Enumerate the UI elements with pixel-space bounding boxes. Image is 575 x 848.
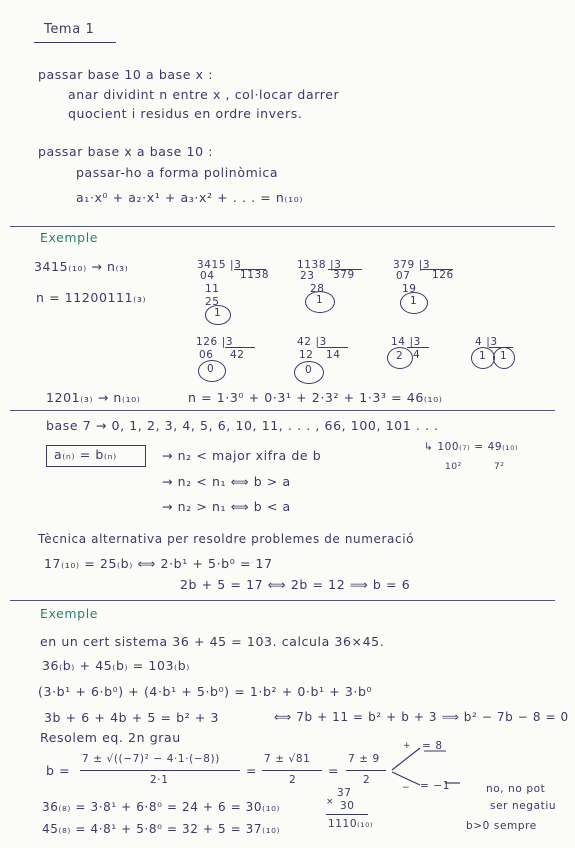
note-power: 10² [445,462,462,472]
fraction-numerator: 7 ± √81 [264,753,311,765]
fraction-denominator: 2·1 [150,774,169,786]
fraction-denominator: 2 [363,774,371,786]
divider [10,600,555,601]
division-remainder: 07 [396,270,411,282]
division-quotient: 4 [413,349,421,361]
division-remainder: 19 [402,283,417,295]
equation-line: Resolem eq. 2n grau [40,730,181,745]
division-quotient: 42 [230,349,245,361]
equation-line: ⟺ 7b + 11 = b² + b + 3 ⟹ b² − 7b − 8 = 0 [274,710,569,724]
circled-remainder: 1 [479,350,487,362]
division-remainder: 12 [299,349,314,361]
division-remainder: 25 [205,296,220,308]
division-remainder: 06 [199,349,214,361]
heading-basex-to-base10: passar base x a base 10 : [38,144,214,159]
multiplication-sign: × [326,797,335,807]
equation-line: (3·b¹ + 6·b⁰) + (4·b¹ + 5·b⁰) = 1·b² + 0·b¹ + 3·b⁰ [38,684,373,699]
annotation: ser negatiu [490,800,557,812]
division-quotient: 379 [333,269,355,281]
problem-statement: en un cert sistema 36 + 45 = 103. calcula 36×45. [40,634,385,649]
division-bar [421,269,453,270]
division-remainder: 28 [310,283,325,295]
division-bar [407,347,429,348]
divider [10,226,555,227]
division-dividend: 3415 |3 [197,259,242,271]
division-remainder: 11 [205,283,220,295]
division-bar [225,347,255,348]
page-title: Tema 1 [44,22,95,37]
polynomial-formula: a₁·x⁰ + a₂·x¹ + a₃·x² + . . . = n₍₁₀₎ [76,190,303,205]
division-dividend: 4 |3 [475,336,498,348]
text-line: anar dividint n entre x , col·locar darrer [68,87,340,102]
fraction-numerator: 7 ± √((−7)² − 4·1·(−8)) [82,753,220,765]
multiplication-result: 1110₍₁₀₎ [328,818,374,830]
example-label: Exemple [40,606,99,621]
branch-minus: − [402,783,411,793]
note-power: 7² [494,462,505,472]
technique-line: 17₍₁₀₎ = 25₍b₎ ⟺ 2·b¹ + 5·b⁰ = 17 [44,556,273,571]
circled-remainder: 0 [207,363,215,375]
circled-remainder: 0 [305,364,313,376]
division-bar [489,347,513,348]
polynomial-evaluation: n = 1·3⁰ + 0·3¹ + 2·3² + 1·3³ = 46₍₁₀₎ [188,390,443,405]
multiplication-bar [326,814,368,815]
circled-quotient: 1 [500,350,508,362]
division-dividend: 126 |3 [196,336,234,348]
equation-line: 36₍b₎ + 45₍b₎ = 103₍b₎ [42,658,190,673]
circled-remainder: 1 [410,295,418,307]
base7-sequence: base 7 → 0, 1, 2, 3, 4, 5, 6, 10, 11, . . . , 66, 100, 101 . . . [46,418,439,433]
fraction-denominator: 2 [289,774,297,786]
circled-remainder: 1 [214,307,222,319]
division-bar [234,269,266,270]
technique-line: 2b + 5 = 17 ⟺ 2b = 12 ⟹ b = 6 [180,577,411,592]
circled-remainder: 2 [396,350,404,362]
quadratic-lhs: b = [46,763,71,778]
division-quotient: 126 [432,269,454,281]
conversion-line: 36₍₈₎ = 3·8¹ + 6·8⁰ = 24 + 6 = 30₍₁₀₎ [42,800,281,814]
division-remainder: 04 [200,270,215,282]
annotation: no, no pot [486,783,546,795]
conversion-line: 45₍₈₎ = 4·8¹ + 5·8⁰ = 32 + 5 = 37₍₁₀₎ [42,822,281,836]
fraction-bar [262,770,322,771]
division-dividend: 379 |3 [393,259,431,271]
rule-line: → n₂ < major xifra de b [162,448,322,463]
rule-line: → n₂ < n₁ ⟺ b > a [162,474,291,489]
heading-base10-to-basex: passar base 10 a base x : [38,67,214,82]
equals-sign: = [328,763,340,778]
branch-result: = −1 [420,780,451,792]
annotation: b>0 sempre [466,820,537,832]
multiplication-operand: 30 [340,800,355,812]
divider [10,410,555,411]
example-label: Exemple [40,230,99,245]
multiplication-operand: 37 [337,787,352,799]
division-quotient: 14 [326,349,341,361]
fraction-numerator: 7 ± 9 [348,753,380,765]
conversion-statement: 1201₍₃₎ → n₍₁₀₎ [46,390,141,405]
fraction-bar [346,770,386,771]
conversion-statement: 3415₍₁₀₎ → n₍₃₎ [34,259,129,274]
division-dividend: 14 |3 [391,336,421,348]
division-bar [328,269,362,270]
equals-sign: = [246,763,258,778]
branch-lines [0,0,1,1]
division-dividend: 42 |3 [297,336,327,348]
division-quotient: 1138 [240,269,270,281]
equation-line: 3b + 6 + 4b + 5 = b² + 3 [44,710,220,725]
technique-heading: Tècnica alternativa per resoldre problemes de numeració [38,532,415,546]
equality-box-text: a₍ₙ₎ = b₍ₙ₎ [54,447,117,462]
division-remainder: 23 [300,270,315,282]
base7-note: ↳ 100₍₇₎ = 49₍₁₀₎ [424,441,519,453]
text-line: quocient i residus en ordre invers. [68,106,303,121]
branch-result: = 8 [422,740,443,752]
rule-line: → n₂ > n₁ ⟺ b < a [162,499,291,514]
fraction-bar [80,770,240,771]
conversion-result: n = 11200111₍₃₎ [36,290,147,305]
division-dividend: 1138 |3 [297,259,342,271]
division-bar [318,347,348,348]
branch-plus: + [403,741,412,751]
title-underline [34,42,116,43]
text-line: passar-ho a forma polinòmica [76,165,279,180]
circled-remainder: 1 [316,294,324,306]
